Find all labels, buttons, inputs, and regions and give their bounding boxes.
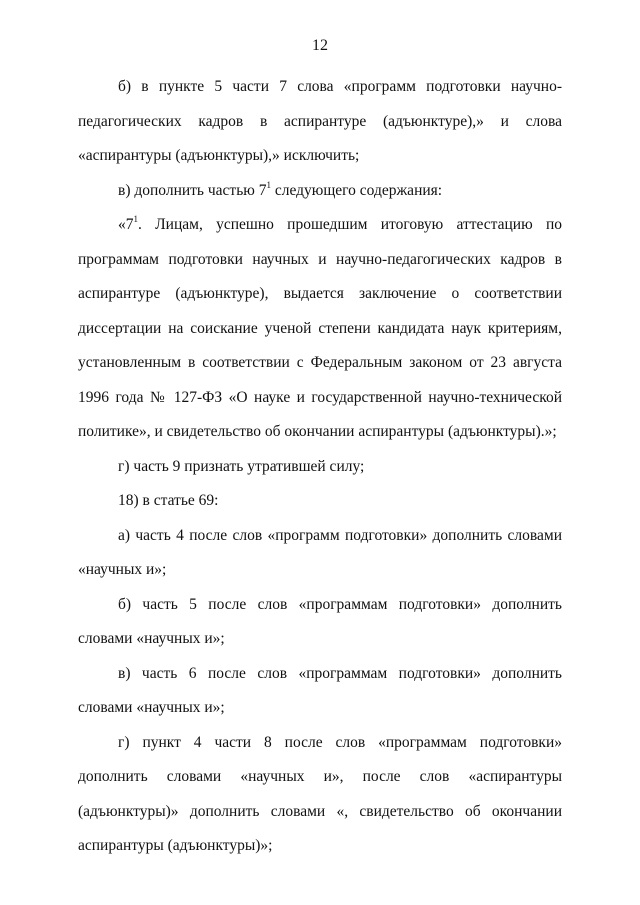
paragraph-g-item: г) часть 9 признать утратившей силу; — [118, 457, 365, 475]
paragraph-part-7-1 — [78, 208, 562, 450]
superscript-1: 1 — [133, 214, 138, 224]
paragraph-v-text-before: в) дополнить частью 7 — [118, 181, 267, 199]
paragraph-b-item-2: б) часть 5 после слов «программам подготовки» дополнить словами «научных и»; — [78, 595, 562, 647]
paragraph-v-text-after: следующего содержания: — [270, 181, 443, 199]
page-number: 12 — [312, 37, 328, 54]
paragraph-a-item: а) часть 4 после слов «программ подготовки» дополнить словами «научных и»; — [78, 526, 562, 578]
paragraph-article-69: 18) в статье 69: — [118, 492, 219, 509]
paragraph-v-item — [78, 174, 562, 209]
paragraph-b-item: б) в пункте 5 части 7 слова «программ подготовки научно-педагогических кадров в аспирантуре (адъюнктуре),» и слова «аспирантуры (адъюнктуры),» исключить; — [78, 78, 562, 164]
document-body — [78, 70, 562, 864]
part-7-1-text: . Лицам, успешно прошедшим итоговую аттестацию по программам подготовки научных и научно-педагогических кадров в аспирантуре (адъюнктуре), выдается заключение о соответствии диссертации на соискание ученой степени кандидата наук критериям, установленным в соответствии с Федеральным законом от 23 августа 1996 года № 127-ФЗ «О науке и государственной научно-технической политике», и свидетельство об окончании аспирантуры (адъюнктуры).»; — [78, 216, 562, 440]
paragraph-g-item-2: г) пункт 4 части 8 после слов «программам подготовки» дополнить словами «научных и», после слов «аспирантуры (адъюнктуры)» дополнить словами «, свидетельство об окончании аспирантуры (адъюнктуры)»; — [78, 733, 562, 854]
superscript-1: 1 — [266, 179, 271, 190]
part-7-1-open: «7 — [118, 216, 134, 233]
paragraph-v-item-2: в) часть 6 после слов «программам подготовки» дополнить словами «научных и»; — [78, 664, 562, 716]
